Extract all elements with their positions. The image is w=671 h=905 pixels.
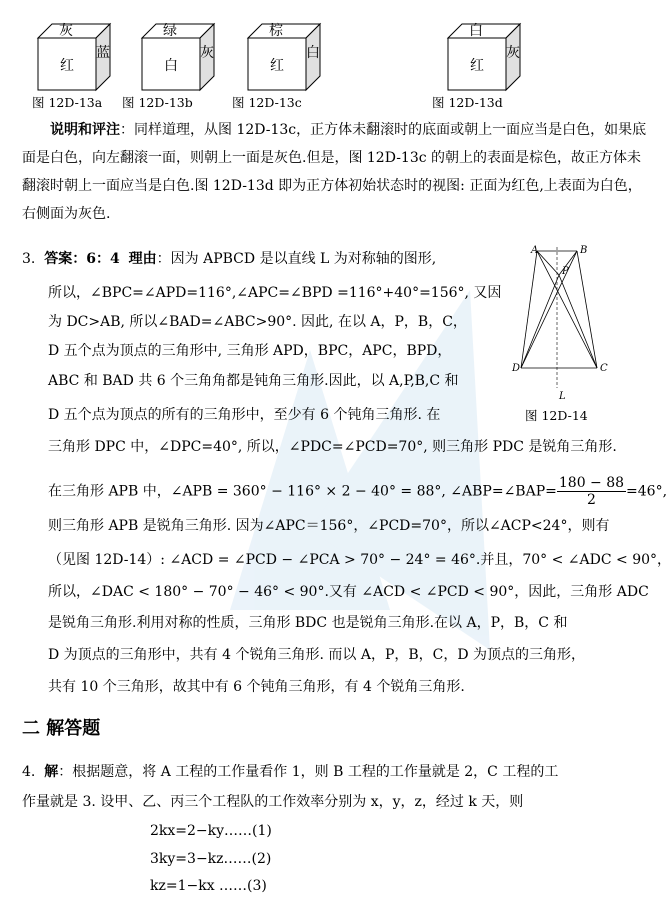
- q4-line-1: 4. 解：根据题意，将 A 工程的工作量看作 1，则 B 工程的工作量就是 2，C 工程的工: [22, 764, 559, 780]
- fig-label-b: B: [580, 245, 588, 256]
- note-line-3: 翻滚时朝上一面应当是白色.图 12D-13d 即为正方体初始状态时的视图: 正面为红色,上表面为白色，: [22, 178, 642, 194]
- cube-front-label: 红: [470, 58, 484, 74]
- q3-line-7: 三角形 DPC 中，∠DPC=40°, 所以，∠PDC=∠PCD=70°, 则三角形 PDC 是锐角三角形.: [48, 439, 617, 455]
- cube-side-label: 白: [306, 45, 320, 61]
- q3-line-3: 为 DC>AB, 所以∠BAD=∠ABC>90°. 因此, 在以 A，P，B，C，: [48, 314, 467, 330]
- equation-1: 2kx=2−ky……(1): [150, 823, 272, 839]
- cube-side-label: 灰: [506, 45, 520, 61]
- fig-label-p: P: [562, 266, 569, 277]
- figure-12d-14: [503, 243, 623, 407]
- fig-label-d: D: [512, 363, 521, 374]
- q3-line-1: 3. 答案：6：4 理由：因为 APBCD 是以直线 L 为对称轴的图形,: [22, 251, 437, 267]
- q3-line-11: 所以，∠DAC < 180° − 70° − 46° < 90°.又有 ∠ACD < ∠PCD < 90°，因此，三角形 ADC: [48, 584, 649, 600]
- q3-line-4: D 五个点为顶点的三角形中, 三角形 APD，BPC，APC，BPD，: [48, 343, 452, 359]
- fraction: $\frac{180 - 88}{2}$: [558, 475, 625, 508]
- note-line-4: 右侧面为灰色.: [22, 206, 111, 222]
- note-label: 说明和评注: [50, 122, 120, 138]
- q3-line-6: D 五个点为顶点的所有的三角形中，至少有 6 个钝角三角形. 在: [48, 407, 441, 423]
- equation-3: kz=1−kx ……(3): [150, 878, 267, 894]
- cube-top-label: 白: [469, 23, 483, 39]
- q3-answer-label: 答案: [44, 251, 73, 267]
- cube-figure-d: [444, 20, 524, 96]
- cube-front-label: 白: [164, 58, 178, 74]
- cube-front-label: 红: [270, 58, 284, 74]
- figure-caption-14: 图 12D-14: [525, 408, 588, 423]
- cube-side-label: 蓝: [96, 45, 110, 61]
- q4-number: 4.: [22, 764, 36, 780]
- q3-line-12: 是锐角三角形.利用对称的性质，三角形 BDC 也是锐角三角形.在以 A，P，B，C 和: [48, 615, 568, 631]
- figure-caption-c: 图 12D-13c: [232, 95, 302, 110]
- q3-line-8: 在三角形 APB 中，∠APB = 360° − 116° × 2 − 40° = 88°, ∠ABP=∠BAP= $\frac{180 - 88}{2}$ =46°,: [48, 475, 668, 508]
- figure-caption-b: 图 12D-13b: [122, 95, 193, 110]
- cube-top-label: 绿: [163, 23, 177, 39]
- fig-label-l: L: [559, 391, 566, 402]
- q3-line-10: （见图 12D-14）: ∠ACD = ∠PCD − ∠PCA > 70° − 24° = 46°.并且，70° < ∠ADC < 90°，: [48, 552, 671, 568]
- q3-line-9: 则三角形 APB 是锐角三角形. 因为∠APC＝156°，∠PCD=70°，所以∠ACP<24°，则有: [48, 518, 610, 534]
- q3-line-5: ABC 和 BAD 共 6 个三角角都是钝角三角形.因此，以 A,P,B,C 和: [48, 373, 459, 389]
- cube-top-label: 棕: [269, 23, 283, 39]
- cube-figure-b: [138, 20, 218, 96]
- note-line-1: 说明和评注：同样道理，从图 12D-13c，正方体未翻滚时的底面或朝上一面应当是白色，如果底: [50, 122, 647, 138]
- cube-top-label: 灰: [59, 23, 73, 39]
- cube-figure-a: [34, 20, 114, 96]
- q3-line-14: 共有 10 个三角形，故其中有 6 个钝角三角形，有 4 个锐角三角形.: [48, 679, 465, 695]
- fig-label-c: C: [600, 363, 608, 374]
- cube-side-label: 灰: [200, 45, 214, 61]
- q3-line-2: 所以，∠BPC=∠APD=116°,∠APC=∠BPD =116°+40°=156°, 又因: [48, 285, 502, 301]
- q3-number: 3.: [22, 251, 36, 267]
- fig-label-a: A: [531, 245, 539, 256]
- q3-line-13: D 为顶点的三角形中，共有 4 个锐角三角形. 而以 A，P，B，C，D 为顶点的三角形，: [48, 647, 586, 663]
- q3-reason-label: 理由: [128, 251, 157, 267]
- cube-front-label: 红: [60, 58, 74, 74]
- figure-caption-a: 图 12D-13a: [32, 95, 103, 110]
- figure-caption-d: 图 12D-13d: [432, 95, 503, 110]
- cube-figure-c: [244, 20, 324, 96]
- q4-line-2: 作量就是 3. 设甲、乙、丙三个工程队的工作效率分别为 x，y，z，经过 k 天，则: [22, 794, 524, 810]
- section-heading: 二 解答题: [22, 718, 101, 739]
- q4-label: 解: [44, 764, 59, 780]
- note-line-2: 面是白色，向左翻滚一面，则朝上一面是灰色.但是，图 12D-13c 的朝上的表面是棕色，故正方体未: [22, 150, 642, 166]
- equation-2: 3ky=3−kz……(2): [150, 851, 272, 867]
- q3-answer-value: ：6：4: [72, 251, 120, 267]
